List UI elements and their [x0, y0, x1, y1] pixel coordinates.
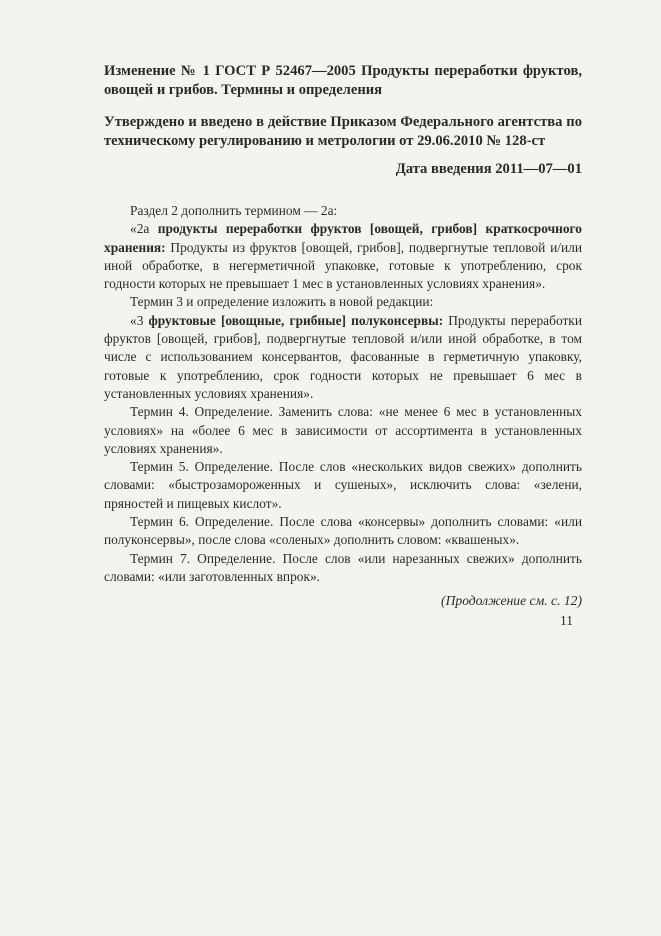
approval-statement: Утверждено и введено в действие Приказом Федерального агентства по техническому регулированию и метрологии от 29.06.2010 № 128-ст	[104, 114, 582, 149]
paragraph-section-2: Раздел 2 дополнить термином — 2а:	[130, 203, 338, 218]
page-number: 11	[560, 613, 573, 628]
paragraph-term-3-intro: Термин 3 и определение изложить в новой редакции:	[130, 294, 434, 310]
term-number: «2а	[130, 221, 158, 237]
paragraph-term-7: Термин 7. Определение. После слов «или нарезанных свежих» дополнить словами: «или заготовленных впрок».	[104, 550, 582, 584]
paragraph-term-4: Термин 4. Определение. Заменить слова: «не менее 6 мес в установленных условиях» на «более 6 мес в зависимости от ассортимента в установленных условиях хранения».	[104, 404, 582, 456]
document-body	[104, 202, 582, 586]
introduction-date: Дата введения 2011—07—01	[395, 161, 582, 177]
paragraph-term-6: Термин 6. Определение. После слова «консервы» дополнить словами: «или полуконсервы», после слова «соленых» дополнить словом: «квашеных».	[104, 514, 582, 548]
term-name: фруктовые [овощные, грибные] полуконсервы:	[148, 312, 444, 328]
document-page	[104, 62, 582, 610]
document-title: Изменение № 1 ГОСТ Р 52467—2005 Продукты переработки фруктов, овощей и грибов. Термины и определения	[104, 63, 582, 98]
term-definition: Продукты из фруктов [овощей, грибов], подвергнутые тепловой и/или иной обработке, в негерметичной упаковке, готовые к употреблению, срок годности которых не превышает 1 мес в установленных условиях хранения».	[104, 239, 582, 292]
paragraph-term-3	[104, 312, 582, 403]
continuation-note: (Продолжение см. с. 12)	[441, 593, 582, 609]
paragraph-term-5: Термин 5. Определение. После слов «нескольких видов свежих» дополнить словами: «быстрозамороженных и сушеных», исключить слова: «зелени, пряностей и пищевых кислот».	[104, 459, 582, 511]
term-definition: Продукты переработки фруктов [овощей, грибов], подвергнутые тепловой и/или иной обработке, в том числе с использованием консервантов, фасованные в герметичную упаковку, готовые к употреблению, срок годности которых не превышает 6 мес в установленных условиях хранения».	[104, 312, 582, 401]
paragraph-term-2a	[104, 220, 582, 293]
term-number: «3	[130, 312, 149, 328]
term-name: продукты переработки фруктов [овощей, грибов] краткосрочного хранения:	[104, 221, 582, 255]
